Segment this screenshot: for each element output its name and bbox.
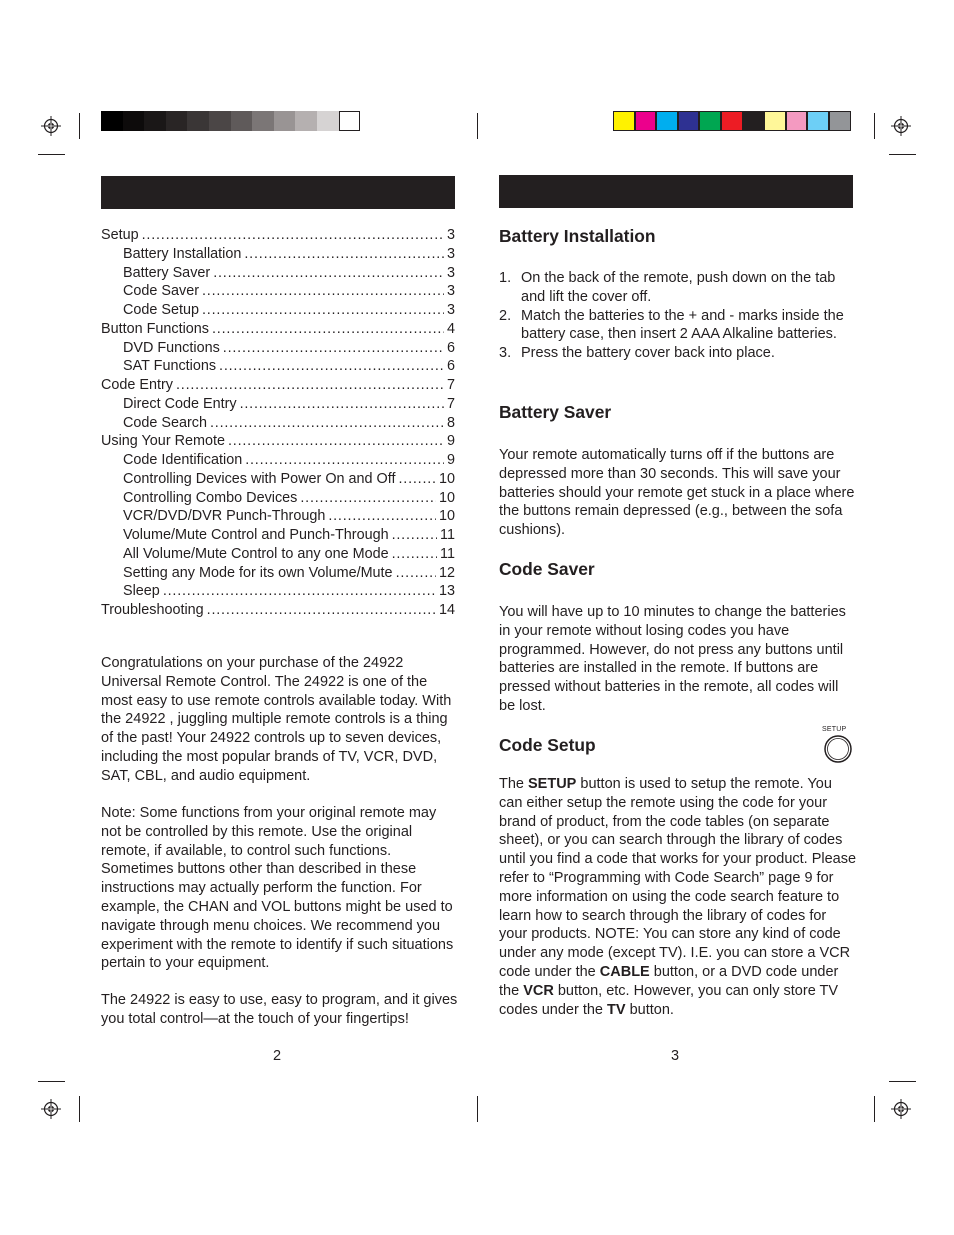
code-setup-text-part: button is used to setup the remote. You can either setup the remote using the code for your brand of product, from the code tables (on separate sheet), or you can search through the library of codes until you find a code that works for your product. Please refer to “Programming with Code Search” page 9 for more information on using the code search feature to learn how to search through the library of codes for your products. NOTE: You can store any kind of code under any mode (except TV). I.E. you can store a VCR code under the	[499, 776, 857, 980]
toc-entry-page: 14	[438, 602, 455, 618]
grayscale-swatch	[295, 111, 317, 131]
grayscale-swatch	[274, 111, 296, 131]
toc-leader-dots	[207, 601, 436, 620]
color-swatch	[721, 111, 743, 131]
toc-entry	[123, 470, 455, 489]
intro-paragraph: Congratulations on your purchase of the 24922 Universal Remote Control. The 24922 is one of the most easy to use remote controls available today. With the 24922 , juggling multiple remote controls is a thing of the past! Your 24922 controls up to seven devices, including the most popular brands of TV, VCR, DVD, SAT, CBL, and audio equipment.	[101, 655, 452, 784]
closing-paragraph: The 24922 is easy to use, easy to program, and it gives you total control—at the touch of your fingertips!	[101, 992, 458, 1027]
toc-leader-dots	[163, 582, 436, 601]
color-swatch	[764, 111, 786, 131]
toc-leader-dots	[300, 489, 436, 508]
toc-leader-dots	[328, 507, 436, 526]
toc-entry-page: 11	[440, 527, 455, 543]
toc-entry-page: 3	[446, 283, 455, 300]
crop-line	[38, 154, 65, 155]
toc-entry	[123, 526, 455, 545]
toc-leader-dots	[202, 301, 444, 320]
toc-entry-label: Controlling Combo Devices	[123, 489, 298, 506]
registration-mark-icon	[41, 1099, 61, 1119]
toc-leader-dots	[398, 470, 436, 489]
toc-leader-dots	[142, 226, 444, 245]
step-number: 1.	[499, 270, 512, 286]
grayscale-swatch	[317, 111, 339, 131]
setup-keyword: SETUP	[528, 776, 577, 792]
toc-entry-page: 3	[446, 264, 455, 281]
toc-entry-label: All Volume/Mute Control to any one Mode	[123, 545, 389, 562]
toc-entry-label: Battery Saver	[123, 264, 211, 281]
toc-leader-dots	[392, 545, 437, 564]
toc-entry-label: Volume/Mute Control and Punch-Through	[123, 527, 389, 543]
toc-entry-label: Direct Code Entry	[123, 395, 237, 412]
color-swatch	[678, 111, 700, 131]
toc-entry-label: Setting any Mode for its own Volume/Mute	[123, 564, 393, 581]
setup-button-icon	[821, 726, 855, 764]
tv-keyword: TV	[607, 1001, 626, 1018]
step-number: 3.	[499, 345, 512, 362]
step-text: Press the battery cover back into place.	[521, 345, 775, 362]
toc-entry	[101, 320, 455, 339]
registration-mark-icon	[41, 116, 61, 136]
toc-entry	[123, 301, 455, 320]
grayscale-swatch	[209, 111, 231, 131]
toc-entry	[123, 564, 455, 583]
note-paragraph: Note: Some functions from your original remote may not be controlled by this remote. Use the original remote, if available, to control such functions. Sometimes buttons other than described in these instructions may actually perform the function. For example, the CHAN and VOL buttons might be used to navigate through menu choices. We recommend you experiment with the remote to identify if such situations pertain to your equipment.	[101, 805, 454, 972]
toc-entry	[123, 357, 455, 376]
toc-entry-page: 4	[446, 320, 455, 337]
grayscale-swatch	[101, 111, 123, 131]
toc-entry-page: 9	[446, 452, 455, 468]
code-saver-heading: Code Saver	[499, 559, 595, 579]
crop-line	[38, 1081, 65, 1082]
toc-leader-dots	[202, 282, 444, 301]
crop-line	[889, 1081, 916, 1082]
toc-entry-page: 7	[446, 377, 455, 393]
toc-leader-dots	[223, 339, 444, 358]
battery-installation-steps	[499, 269, 857, 363]
battery-saver-paragraph: Your remote automatically turns off if the buttons are depressed more than 30 seconds. This will save your batteries should your remote get stuck in a place where the buttons remain depressed (e.g., between the sofa cushions).	[499, 447, 855, 539]
toc-entry-page: 11	[440, 545, 455, 562]
registration-mark-icon	[891, 1099, 911, 1119]
color-swatch	[613, 111, 635, 131]
crop-line	[477, 113, 478, 139]
color-swatch	[656, 111, 678, 131]
crop-line	[477, 1096, 478, 1122]
toc-entry	[101, 226, 455, 245]
list-item	[499, 269, 857, 307]
grayscale-swatch	[339, 111, 361, 131]
code-setup-heading: Code Setup	[499, 735, 596, 755]
toc-leader-dots	[396, 564, 436, 583]
toc-entry-label: Code Setup	[123, 302, 200, 318]
toc-entry-page: 3	[446, 227, 455, 243]
battery-saver-heading: Battery Saver	[499, 402, 612, 422]
toc-entry-label: VCR/DVD/DVR Punch-Through	[123, 508, 326, 525]
toc-entry	[123, 395, 455, 414]
toc-entry	[123, 545, 455, 564]
crop-line	[79, 1096, 80, 1122]
toc-entry	[123, 264, 455, 283]
registration-mark-icon	[891, 116, 911, 136]
toc-entry-page: 3	[446, 302, 455, 318]
toc-entry-page: 12	[438, 564, 455, 581]
step-text: Match the batteries to the + and - marks inside the battery case, then insert 2 AAA Alkaline batteries.	[521, 307, 844, 343]
toc-entry	[123, 282, 455, 301]
toc-entry	[123, 451, 455, 470]
toc-entry-label: Setup	[101, 227, 139, 243]
toc-entry-label: SAT Functions	[123, 358, 217, 375]
toc-leader-dots	[240, 395, 444, 414]
toc-leader-dots	[210, 414, 444, 433]
crop-line	[874, 1096, 875, 1122]
toc-entry	[101, 432, 455, 451]
code-setup-text-part: button.	[625, 1001, 674, 1018]
toc-entry-label: Code Search	[123, 414, 207, 431]
toc-entry-label: Controlling Devices with Power On and Off	[123, 470, 396, 487]
grayscale-swatch	[187, 111, 209, 131]
toc-entry-page: 10	[438, 470, 455, 487]
toc-entry-page: 7	[446, 395, 455, 412]
toc-leader-dots	[219, 357, 444, 376]
step-number: 2.	[499, 307, 512, 324]
color-swatch	[743, 111, 765, 131]
toc-entry-label: Button Functions	[101, 320, 209, 337]
toc-entry-page: 8	[446, 414, 455, 431]
color-swatch	[635, 111, 657, 131]
toc-entry-label: Using Your Remote	[101, 433, 225, 450]
toc-entry-page: 3	[446, 245, 455, 262]
code-setup-text-part: The	[499, 776, 529, 792]
code-setup-text-part: button, or a DVD code under the	[499, 963, 839, 999]
list-item	[499, 307, 857, 345]
vcr-keyword: VCR	[523, 982, 554, 999]
list-item	[499, 344, 857, 363]
toc-entry	[123, 582, 455, 601]
toc-leader-dots	[213, 264, 444, 283]
toc-entry-label: Troubleshooting	[101, 602, 204, 618]
toc-leader-dots	[212, 320, 444, 339]
toc-entry-page: 10	[438, 489, 455, 506]
toc-entry	[101, 376, 455, 395]
toc-entry	[123, 507, 455, 526]
toc-entry-label: Code Saver	[123, 283, 199, 300]
crop-line	[79, 113, 80, 139]
cable-keyword: CABLE	[599, 963, 650, 980]
toc-entry-label: DVD Functions	[123, 339, 220, 356]
toc-entry	[101, 601, 455, 620]
crop-line	[874, 113, 875, 139]
toc-entry-page: 13	[438, 583, 455, 600]
grayscale-swatch	[252, 111, 274, 131]
toc-entry-page: 6	[446, 339, 455, 356]
toc-leader-dots	[244, 245, 444, 264]
toc-leader-dots	[228, 432, 444, 451]
page-number-right: 3	[671, 1048, 680, 1064]
color-swatch	[786, 111, 808, 131]
toc-entry-page: 6	[446, 358, 455, 375]
grayscale-swatch	[231, 111, 253, 131]
step-text: On the back of the remote, push down on the tab and lift the cover off.	[521, 270, 836, 305]
battery-installation-heading: Battery Installation	[499, 226, 656, 246]
toc-entry-label: Sleep	[123, 583, 160, 600]
toc-entry-label: Battery Installation	[123, 245, 242, 262]
toc-leader-dots	[176, 376, 444, 395]
grayscale-swatch	[123, 111, 145, 131]
toc-leader-dots	[245, 451, 444, 470]
code-setup-paragraph	[499, 775, 857, 1019]
toc-entry	[123, 245, 455, 264]
grayscale-swatch	[166, 111, 188, 131]
setup-button-label: SETUP	[822, 726, 847, 733]
code-saver-paragraph: You will have up to 10 minutes to change the batteries in your remote without losing codes you have programmed. However, do not press any buttons until batteries are installed in the remote. If buttons are pressed without batteries in the remote, all codes will be lost.	[499, 604, 846, 714]
code-setup-text-part: button, etc. However, you can only store TV codes under the	[499, 982, 839, 1018]
toc-entry	[123, 339, 455, 358]
toc-entry-page: 9	[446, 433, 455, 450]
toc-entry	[123, 414, 455, 433]
grayscale-swatch	[144, 111, 166, 131]
toc-entry-page: 10	[438, 508, 455, 525]
toc-entry-label: Code Identification	[123, 452, 243, 468]
toc-entry-label: Code Entry	[101, 377, 173, 393]
color-swatch	[829, 111, 851, 131]
toc-leader-dots	[392, 526, 437, 545]
left-header-band	[101, 176, 455, 209]
page-number-left: 2	[273, 1048, 282, 1064]
toc-entry	[123, 489, 455, 508]
crop-line	[889, 154, 916, 155]
color-swatch	[699, 111, 721, 131]
right-header-band	[499, 175, 853, 208]
color-swatch	[807, 111, 829, 131]
